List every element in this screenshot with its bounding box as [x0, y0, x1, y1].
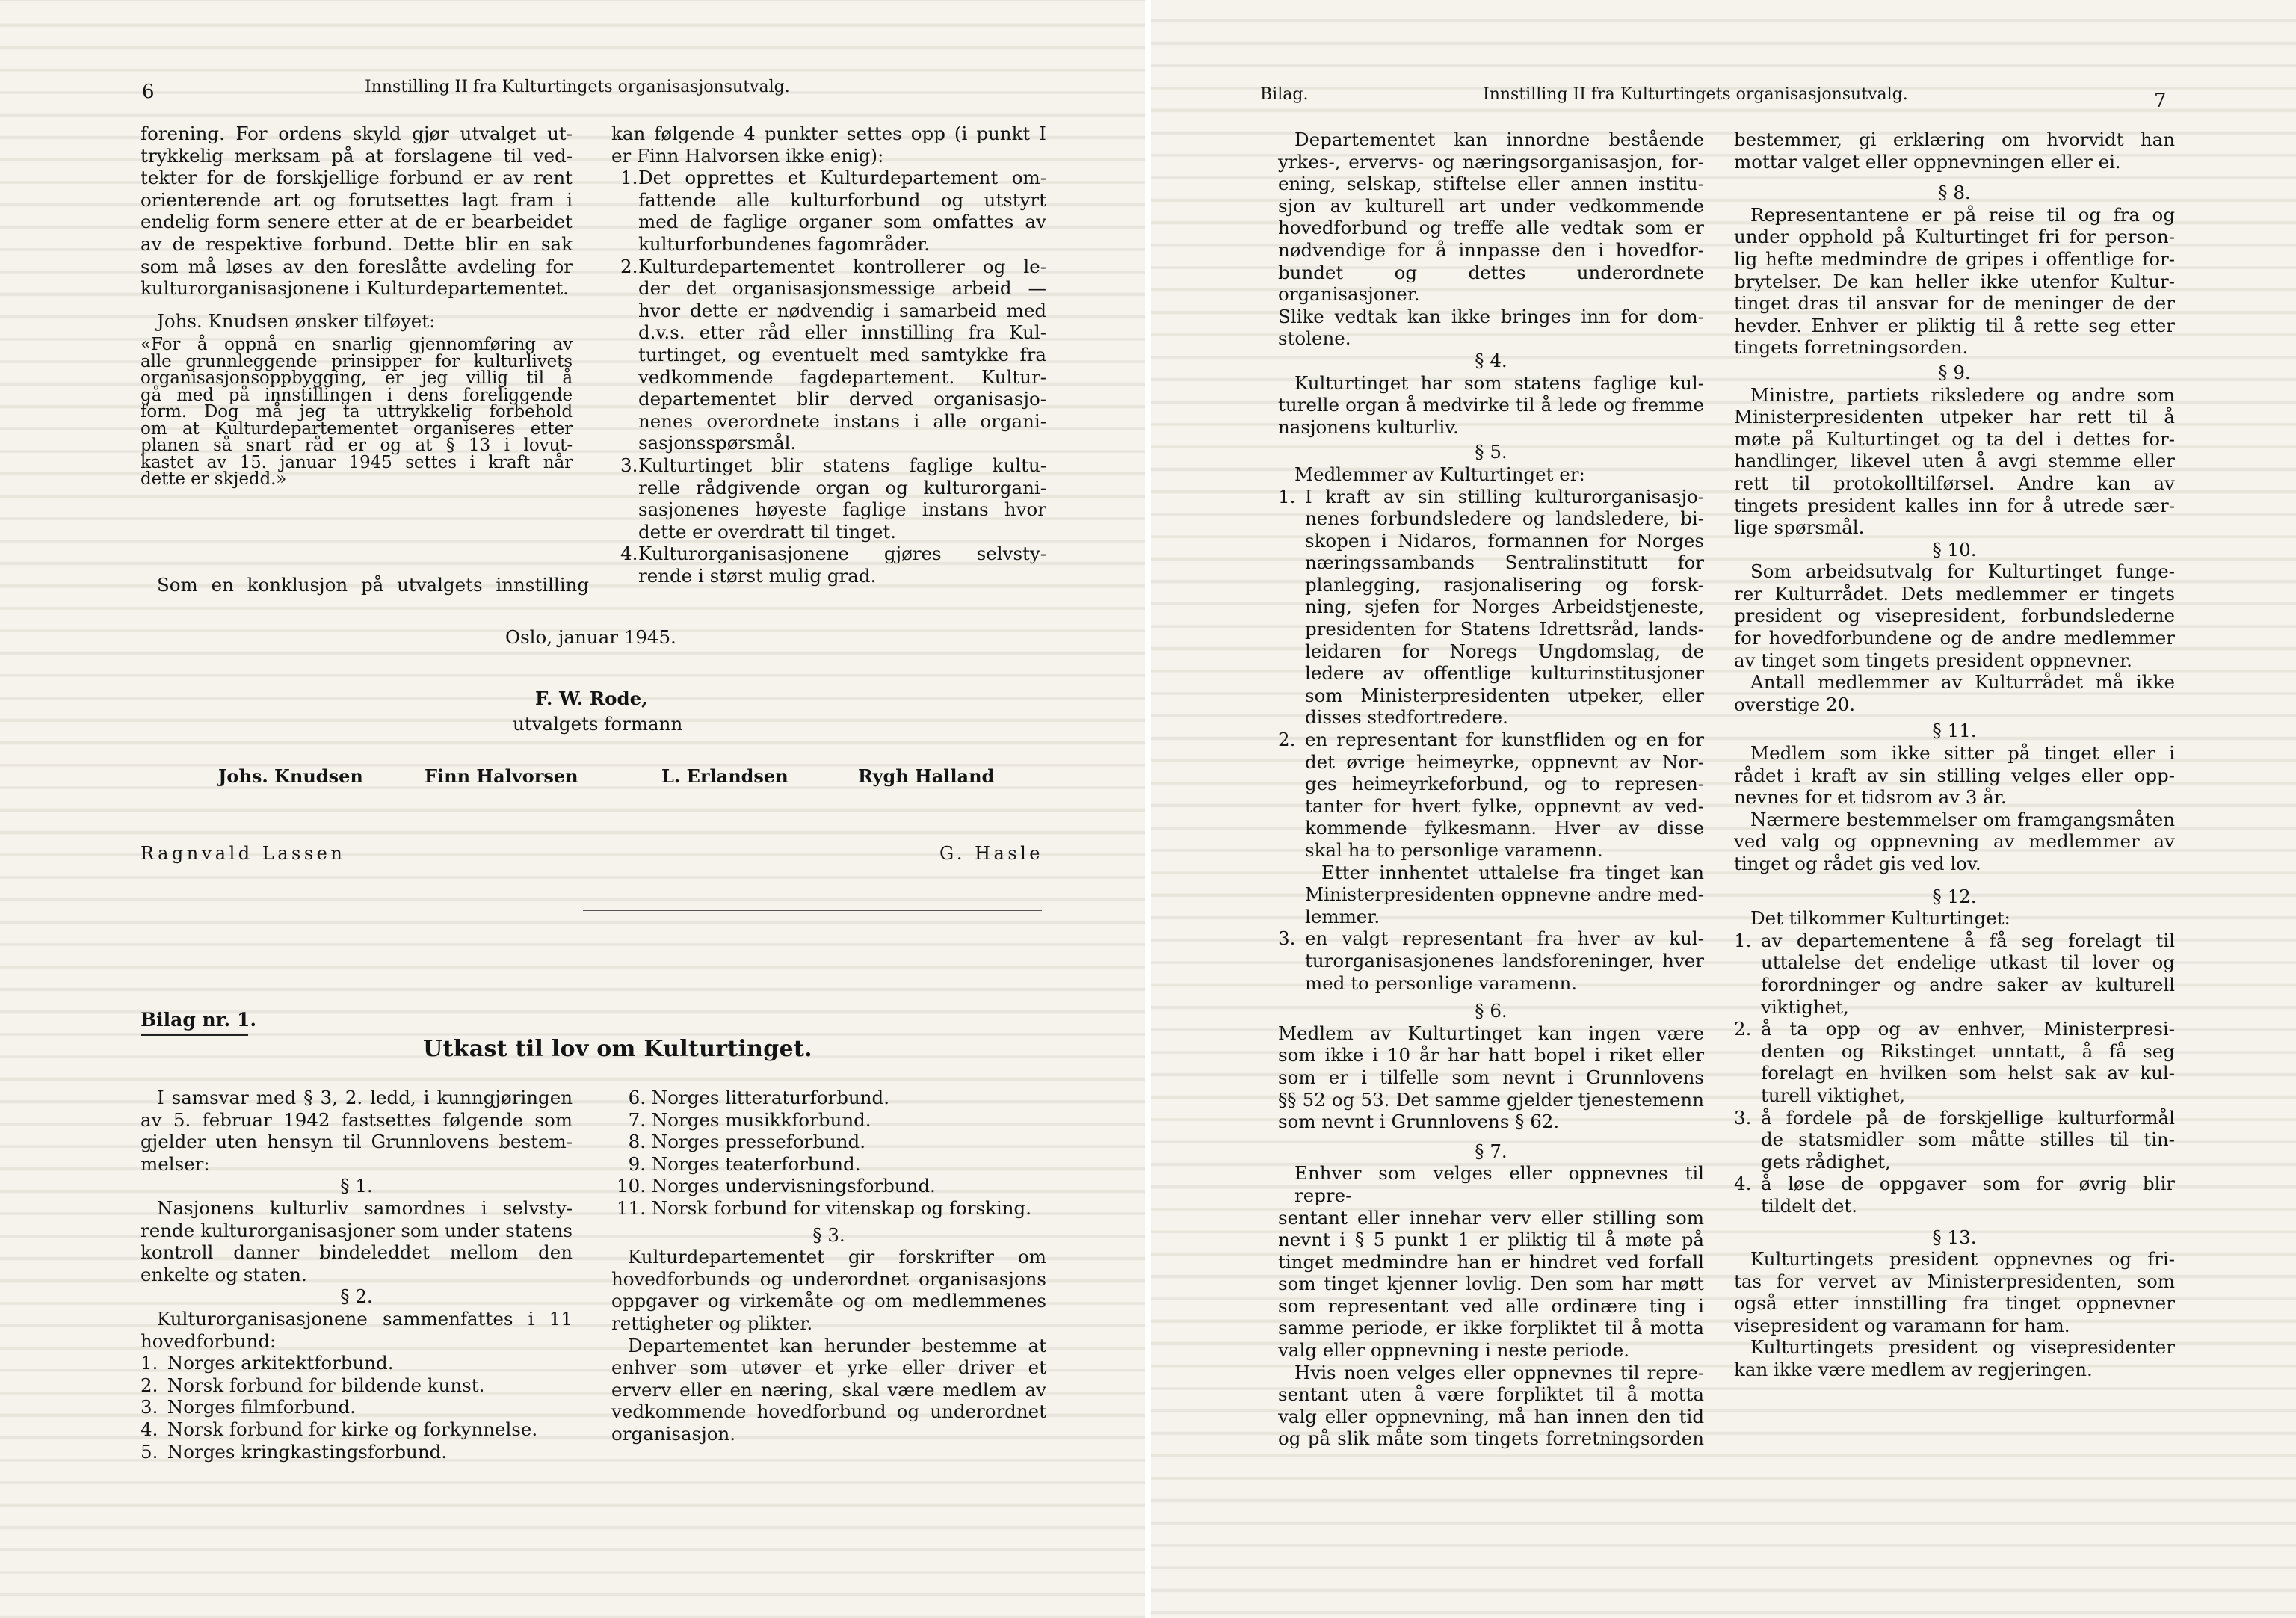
text-line: det øvrige heimeyrke, oppnevnt av Nor-: [1305, 750, 1704, 773]
text-line: planlegging, rasjonalisering og forsk-: [1305, 573, 1704, 596]
bilag-column-1: [141, 1087, 573, 1463]
page-number: 6: [142, 81, 155, 103]
item-number: 2.: [1278, 729, 1296, 751]
quote-line: kastet av 15. januar 1945 settes i kraft når: [141, 452, 573, 472]
text-line: kan følgende 4 punkter settes opp (i punkt I: [611, 123, 1046, 144]
text-line: å fordele på de forskjellige kulturformål: [1761, 1106, 2175, 1128]
paragraph-heading: § 10.: [1932, 538, 1977, 561]
text-line: Hvis noen velges eller oppnevnes til repre-: [1294, 1361, 1704, 1383]
text-line: forelagt en hvilken som helst sak av kul-: [1761, 1062, 2175, 1084]
list-number: 9.: [628, 1152, 646, 1175]
paragraph-heading: § 3.: [812, 1223, 845, 1246]
list-number: 2.: [141, 1374, 158, 1396]
book-gutter: [1145, 0, 1151, 1618]
text-line: erverv eller en næring, skal være medlem av: [611, 1378, 1046, 1401]
text-line: yrkes-, ervervs- og næringsorganisasjon, for-: [1278, 150, 1704, 173]
bilag-label: Bilag.: [1260, 85, 1309, 104]
text-line: gjelder uten hensyn til Grunnlovens bestem-: [141, 1131, 573, 1153]
text-line: hovedforbund og treffe alle vedtak som er: [1278, 217, 1704, 239]
text-line: mottar valget eller oppnevningen eller ei.: [1734, 150, 2121, 173]
text-line: forening. For ordens skyld gjør utvalget ut-: [141, 123, 573, 144]
list-item: [141, 1352, 573, 1374]
text-line: kontroll danner bindeleddet mellom den: [141, 1241, 573, 1264]
text-line: er Finn Halvorsen ikke enig):: [611, 144, 884, 167]
text-line: rer Kulturrådet. Dets medlemmer er tingets: [1734, 582, 2175, 605]
text-line: som ikke i 10 år har hatt bopel i riket eller: [1278, 1044, 1704, 1066]
text-line: Det tilkommer Kulturtinget:: [1750, 907, 2010, 930]
quote-line: gå med på innstillingen i dens foreliggende: [141, 385, 573, 405]
text-line: tas for vervet av Ministerpresidenten, som: [1734, 1270, 2175, 1292]
item-number: 3.: [1278, 927, 1296, 950]
list-number: 3.: [141, 1396, 158, 1418]
quote-line: organisasjonsoppbygging, er jeg villig til å: [141, 368, 573, 389]
text-line: hvor dette er nødvendig i samarbeid med: [638, 299, 1046, 321]
text-line: Ministerpresidenten oppnevne andre med-: [1305, 883, 1704, 906]
list-number: 10.: [617, 1175, 646, 1197]
text-line: tingets forretningsorden.: [1734, 336, 1969, 359]
point-3: [611, 454, 1046, 543]
text-line: oppgaver og virkemåte og om medlemmenes: [611, 1290, 1046, 1312]
list-text: Norsk forbund for vitenskap og forsking.: [651, 1196, 1032, 1219]
text-line: hevder. Enhver er pliktig til å rette seg etter: [1734, 314, 2175, 336]
text-line: Kulturtinget blir statens faglige kultu-: [638, 454, 1046, 476]
text-line: nasjonens kulturliv.: [1278, 416, 1459, 438]
text-line: brytelser. De kan heller ikke utenfor Kultur-: [1734, 270, 2175, 292]
right-column-2: [1734, 129, 2175, 1381]
list-item: [141, 1374, 573, 1397]
text-line: forordninger og andre saker av kulturell: [1761, 973, 2175, 995]
quote-line: «For å oppnå en snarlig gjennomføring av: [141, 335, 573, 355]
point-1: [611, 167, 1046, 255]
text-line: Departementet kan herunder bestemme at: [628, 1334, 1046, 1356]
text-line: kommende fylkesmann. Hver av disse: [1305, 817, 1704, 839]
list-number: 6.: [628, 1087, 646, 1108]
text-line: gets rådighet,: [1761, 1150, 1891, 1173]
quote-line: form. Dog må jeg ta uttrykkelig forbehold: [141, 402, 573, 422]
text-line: Ministre, partiets riksledere og andre som: [1750, 383, 2175, 406]
point-number: 2.: [620, 255, 638, 277]
text-line: Kulturorganisasjonene gjøres selvsty-: [638, 543, 1046, 565]
text-line: uttalelse det endelige utkast til lover og: [1761, 951, 2175, 974]
signatory: G. Hasle: [939, 843, 1044, 864]
text-line: vedkommende fagdepartement. Kultur-: [638, 365, 1046, 388]
list-item: [141, 1441, 573, 1463]
text-line: å ta opp og av enhver, Ministerpresi-: [1761, 1018, 2175, 1040]
point-2: [611, 256, 1046, 454]
paragraph-heading: § 1.: [340, 1175, 373, 1197]
text-line: hovedforbunds og underordnet organisasjons: [611, 1267, 1046, 1290]
text-line: fattende alle kulturforbund og utstyrt: [638, 188, 1046, 211]
text-line: disses stedfortredere.: [1305, 706, 1508, 729]
text-line: som representant ved alle ordinære ting i: [1278, 1294, 1704, 1317]
text-line: med de faglige organer som omfattes av: [638, 211, 1046, 233]
text-line: Kulturtinget har som statens faglige kul-: [1294, 371, 1704, 394]
text-line: viktighet,: [1761, 995, 1849, 1018]
text-line: hovedforbund:: [141, 1330, 277, 1352]
right-column-1: [1278, 129, 1704, 1450]
list-item: [141, 1396, 573, 1418]
text-line: av departementene å få seg forelagt til: [1761, 929, 2175, 951]
item-number: 3.: [1734, 1106, 1752, 1128]
list-text: Norges litteraturforbund.: [651, 1087, 889, 1108]
right-page: [1151, 0, 2296, 1618]
point-number: 4.: [620, 543, 638, 565]
text-line: sasjonenes høyeste faglige instans hvor: [638, 498, 1046, 521]
text-line: Representantene er på reise til og fra og: [1750, 203, 2175, 226]
item-number: 1.: [1734, 929, 1752, 951]
intro-paragraph: [141, 123, 573, 300]
list-text: Norges presseforbund.: [651, 1131, 866, 1153]
text-line: dette er overdratt til tinget.: [638, 520, 897, 543]
text-line: leidaren for Noregs Ungdomslag, de: [1305, 640, 1704, 662]
point-number: 3.: [620, 454, 638, 476]
list-item: [611, 1197, 1046, 1220]
list-number: 1.: [141, 1352, 158, 1374]
list-text: Norges arkitektforbund.: [167, 1352, 394, 1374]
paragraph-heading: § 12.: [1932, 885, 1977, 907]
paragraph-heading: § 4.: [1475, 349, 1507, 371]
text-line: nødvendige for å innpasse den i hovedfor-: [1278, 238, 1704, 261]
signatory: Johs. Knudsen: [218, 765, 363, 787]
text-line: tingets president kalles inn for å utrede sær-: [1734, 494, 2175, 516]
text-line: Slike vedtak kan ikke bringes inn for dom-: [1278, 305, 1704, 327]
text-line: Kulturorganisasjonene sammenfattes i 11: [157, 1307, 573, 1330]
text-line: Etter innhentet uttalelse fra tinget kan: [1321, 861, 1704, 883]
text-line: av 5. februar 1942 fastsettes følgende som: [141, 1108, 573, 1131]
konklusjon-line: Som en konklusjon på utvalgets innstilling: [157, 574, 589, 596]
duty-item-2: [1734, 1018, 2175, 1106]
place-date: Oslo, januar 1945.: [505, 626, 676, 648]
item-number: 2.: [1734, 1018, 1752, 1040]
text-line: turell viktighet,: [1761, 1084, 1906, 1106]
duty-item-3: [1734, 1107, 2175, 1173]
text-line: nenes forbundsledere og landsledere, bi-: [1305, 507, 1704, 530]
text-line: rådet i kraft av sin stilling velges eller opp-: [1734, 764, 2175, 786]
paragraph-heading: § 2.: [340, 1285, 373, 1308]
text-line: Medlem som ikke sitter på tinget eller i: [1750, 742, 2175, 765]
quote-line: dette er skjedd.»: [141, 469, 287, 490]
chair-title: utvalgets formann: [513, 713, 683, 735]
text-line: visepresident og varamann for ham.: [1734, 1314, 2070, 1336]
text-line: av de respektive forbund. Dette blir en sak: [141, 232, 573, 255]
text-line: Kulturtingets president oppnevnes og fri-: [1750, 1248, 2175, 1270]
duty-item-1: [1734, 930, 2175, 1018]
text-line: Enhver som velges eller oppnevnes til repre-: [1294, 1162, 1704, 1206]
text-line: tildelt det.: [1761, 1194, 1857, 1217]
text-line: I samsvar med § 3, 2. ledd, i kunngjøringen: [157, 1087, 573, 1108]
text-line: Nærmere bestemmelser om framgangsmåten: [1750, 808, 2175, 830]
list-text: Norsk forbund for bildende kunst.: [167, 1374, 485, 1396]
text-line: bundet og dettes underordnete organisasjoner.: [1278, 261, 1704, 306]
running-title: Innstilling II fra Kulturtingets organisasjonsutvalg.: [365, 78, 790, 96]
text-line: tekter for de forskjellige forbund er av rent: [141, 167, 573, 189]
text-line: nenes overordnete instans i alle organi-: [638, 410, 1046, 432]
member-item-1: [1278, 486, 1704, 729]
text-line: tinget dras til ansvar for de meninger de der: [1734, 292, 2175, 315]
text-line: vedkommende hovedforbund og underordnet: [611, 1401, 1046, 1423]
signatory: L. Erlandsen: [661, 765, 789, 787]
text-line: kulturforbundenes fagområder.: [638, 232, 931, 255]
text-line: bestemmer, gi erklæring om hvorvidt han: [1734, 129, 2175, 150]
text-line: orienterende art og forutsettes lagt fram i: [141, 188, 573, 211]
text-line: en representant for kunstfliden og en for: [1305, 729, 1704, 751]
text-line: lemmer.: [1305, 905, 1380, 927]
member-item-2: [1278, 729, 1704, 927]
text-line: nevnes for et tidsrom av 3 år.: [1734, 786, 2007, 809]
text-line: Medlem av Kulturtinget kan ingen være: [1278, 1022, 1704, 1044]
text-line: melser:: [141, 1152, 210, 1175]
list-number: 11.: [617, 1196, 646, 1219]
left-column-2: [611, 123, 1046, 587]
text-line: handlinger, likevel uten å avgi stemme eller: [1734, 450, 2175, 472]
list-text: Norsk forbund for kirke og forkynnelse.: [167, 1418, 538, 1440]
quote-line: om at Kulturdepartementet organiseres etter: [141, 419, 573, 439]
text-line: ening, selskap, stiftelse eller annen institu-: [1278, 173, 1704, 195]
quote-line: planen så snart råd er og at § 13 i lovut-: [141, 436, 573, 456]
list-text: Norges filmforbund.: [167, 1396, 356, 1418]
list-number: 7.: [628, 1108, 646, 1131]
divider: [583, 910, 1042, 911]
text-line: Departementet kan innordne bestående: [1294, 129, 1704, 150]
signatory: Rygh Halland: [858, 765, 995, 787]
list-item: [611, 1087, 1046, 1109]
list-text: Norges musikkforbund.: [651, 1108, 871, 1131]
text-line: §§ 52 og 53. Det samme gjelder tjenestemenn: [1278, 1088, 1704, 1111]
text-line: som Ministerpresidenten utpeker, eller: [1305, 684, 1704, 706]
list-item: [611, 1153, 1046, 1176]
text-line: Nasjonens kulturliv samordnes i selvsty-: [157, 1196, 573, 1219]
list-number: 4.: [141, 1418, 158, 1440]
text-line: sentant uten å være forpliktet til å motta: [1278, 1383, 1704, 1406]
text-line: endelig form senere etter at de er bearbeidet: [141, 211, 573, 233]
list-text: Norges kringkastingsforbund.: [167, 1440, 448, 1463]
text-line: de statsmidler som måtte stilles til tin-: [1761, 1128, 2175, 1151]
text-line: av tinget som tingets president oppnevner.: [1734, 649, 2132, 671]
text-line: ges heimeyrkeforbund, og to represen-: [1305, 773, 1704, 795]
text-line: kan ikke være medlem av regjeringen.: [1734, 1359, 2093, 1381]
point-4: [611, 543, 1046, 587]
text-line: overstige 20.: [1734, 693, 1855, 715]
text-line: Det opprettes et Kulturdepartement om-: [638, 167, 1046, 189]
text-line: rettigheter og plikter.: [611, 1312, 813, 1334]
text-line: Kulturdepartementet kontrollerer og le-: [638, 255, 1046, 277]
text-line: presidenten for Statens Idrettsråd, lands-: [1305, 618, 1704, 640]
text-line: også etter innstilling fra tinget oppnevner: [1734, 1292, 2175, 1315]
text-line: Kulturtingets president og visepresidenter: [1750, 1336, 2175, 1359]
text-line: samme periode, er ikke forpliktet til å motta: [1278, 1317, 1704, 1339]
text-line: sentant eller innehar verv eller stilling som: [1278, 1206, 1704, 1229]
text-line: d.v.s. etter råd eller innstilling fra Kul-: [638, 321, 1046, 344]
text-line: tanter for hvert fylke, oppnevnt av ved-: [1305, 794, 1704, 817]
text-line: rett til protokolltilførsel. Andre kan av: [1734, 472, 2175, 494]
bilag-column-2: [611, 1087, 1046, 1445]
paragraph-heading: § 7.: [1475, 1140, 1507, 1162]
text-line: og på slik måte som tingets forretningsorden: [1278, 1427, 1704, 1450]
text-line: skal ha to personlige varamenn.: [1305, 839, 1603, 861]
paragraph-heading: § 9.: [1938, 361, 1971, 383]
list-item: [611, 1175, 1046, 1197]
text-line: I kraft av sin stilling kulturorganisasjo-: [1305, 485, 1704, 507]
text-line: Antall medlemmer av Kulturrådet må ikke: [1750, 671, 2175, 694]
text-line: kulturorganisasjonene i Kulturdepartementet.: [141, 277, 569, 300]
list-item: [141, 1418, 573, 1441]
list-number: 5.: [141, 1440, 158, 1463]
left-column-1: [141, 123, 589, 596]
list-item: [611, 1109, 1046, 1131]
text-line: der det organisasjonsmessige arbeid —: [638, 277, 1046, 300]
paragraph-heading: § 8.: [1938, 182, 1971, 204]
member-item-3: [1278, 927, 1704, 994]
text-line: rende i størst mulig grad.: [638, 564, 877, 587]
text-line: møte på Kulturtinget og ta del i dettes for-: [1734, 427, 2175, 450]
text-line: som nevnt i Grunnlovens § 62.: [1278, 1111, 1560, 1133]
item-number: 4.: [1734, 1173, 1752, 1195]
text-line: som er i tilfelle som nevnt i Grunnlovens: [1278, 1066, 1704, 1088]
text-line: en valgt representant fra hver av kul-: [1305, 927, 1704, 950]
text-line: turorganisasjonenes landsforeninger, hver: [1305, 949, 1704, 972]
list-number: 8.: [628, 1131, 646, 1153]
bilag-label: Bilag nr. 1.: [141, 1009, 257, 1031]
text-line: enhver som utøver et yrke eller driver et: [611, 1356, 1046, 1379]
text-line: relle rådgivende organ og kulturorgani-: [638, 476, 1046, 498]
paragraph-heading: § 5.: [1475, 441, 1507, 463]
text-line: å løse de oppgaver som for øvrig blir: [1761, 1173, 2175, 1195]
text-line: Som arbeidsutvalg for Kulturtinget funge-: [1750, 561, 2175, 583]
text-line: som må løses av den foreslåtte avdeling for: [141, 255, 573, 277]
list-text: Norges undervisningsforbund.: [651, 1175, 936, 1197]
left-page: [0, 0, 1145, 1618]
text-line: turelle organ å medvirke til å lede og fremme: [1278, 394, 1704, 416]
text-line: departementet blir derved organisasjo-: [638, 388, 1046, 410]
text-line: organisasjon.: [611, 1422, 736, 1445]
text-line: ved valg og oppnevning av medlemmer av: [1734, 830, 2175, 853]
bilag-underline: [141, 1034, 248, 1036]
signatory: Ragnvald Lassen: [141, 843, 346, 864]
list-text: Norges teaterforbund.: [651, 1152, 861, 1175]
text-line: under opphold på Kulturtinget fri for person-: [1734, 226, 2175, 248]
text-line: stolene.: [1278, 327, 1351, 350]
page-number: 7: [2154, 90, 2167, 112]
item-number: 1.: [1278, 485, 1296, 507]
text-line: Kulturdepartementet gir forskrifter om: [628, 1246, 1046, 1268]
bilag-title: Utkast til lov om Kulturtinget.: [423, 1036, 812, 1062]
knudsen-quote: [141, 336, 573, 488]
text-line: ning, sjefen for Norges Arbeidstjeneste,: [1305, 596, 1704, 618]
text-line: sasjonsspørsmål.: [638, 432, 797, 454]
text-line: denten og Rikstinget unntatt, å få seg: [1761, 1040, 2175, 1062]
text-line: enkelte og staten.: [141, 1263, 307, 1285]
text-line: tinget medmindre han er hindret ved forfall: [1278, 1250, 1704, 1273]
text-line: turtinget, og eventuelt med samtykke fra: [638, 343, 1046, 365]
text-line: med to personlige varamenn.: [1305, 972, 1578, 994]
text-line: for hovedforbundene og de andre medlemmer: [1734, 627, 2175, 649]
paragraph-heading: § 11.: [1932, 720, 1977, 742]
list-item: [611, 1131, 1046, 1153]
text-line: Ministerpresidenten utpeker har rett til å: [1734, 406, 2175, 428]
text-line: næringssambands Sentralinstitutt for: [1305, 552, 1704, 574]
text-line: nevnt i § 5 punkt 1 er pliktig til å møte på: [1278, 1229, 1704, 1251]
text-line: trykkelig merksam på at forslagene til ved-: [141, 144, 573, 167]
text-line: sjon av kulturell art under vedkommende: [1278, 194, 1704, 217]
text-line: rende kulturorganisasjoner som under statens: [141, 1219, 573, 1241]
text-line: valg eller oppnevning i neste periode.: [1278, 1339, 1630, 1362]
text-line: valg eller oppnevning, må han innen den tid: [1278, 1405, 1704, 1427]
quote-line: alle grunnleggende prinsipper for kulturlivets: [141, 351, 573, 371]
running-title: Innstilling II fra Kulturtingets organisasjonsutvalg.: [1483, 85, 1908, 104]
text-line: lige spørsmål.: [1734, 516, 1865, 539]
knudsen-intro: Johs. Knudsen ønsker tilføyet:: [157, 309, 436, 332]
paragraph-heading: § 6.: [1475, 1000, 1507, 1022]
text-line: skopen i Nidaros, formannen for Norges: [1305, 529, 1704, 552]
text-line: som tinget kjenner lovlig. Den som har møtt: [1278, 1273, 1704, 1295]
duty-item-4: [1734, 1173, 2175, 1217]
text-line: ledere av offentlige kulturinstitusjoner: [1305, 662, 1704, 685]
point-number: 1.: [620, 167, 638, 189]
text-line: Medlemmer av Kulturtinget er:: [1294, 463, 1585, 485]
text-line: tinget og rådet gis ved lov.: [1734, 853, 1981, 874]
chair-name: F. W. Rode,: [535, 688, 648, 709]
paragraph-heading: § 13.: [1932, 1226, 1977, 1248]
signatory: Finn Halvorsen: [425, 765, 578, 787]
text-line: president og visepresident, forbundslederne: [1734, 605, 2175, 627]
text-line: lig hefte medmindre de gripes i offentlige for-: [1734, 247, 2175, 270]
